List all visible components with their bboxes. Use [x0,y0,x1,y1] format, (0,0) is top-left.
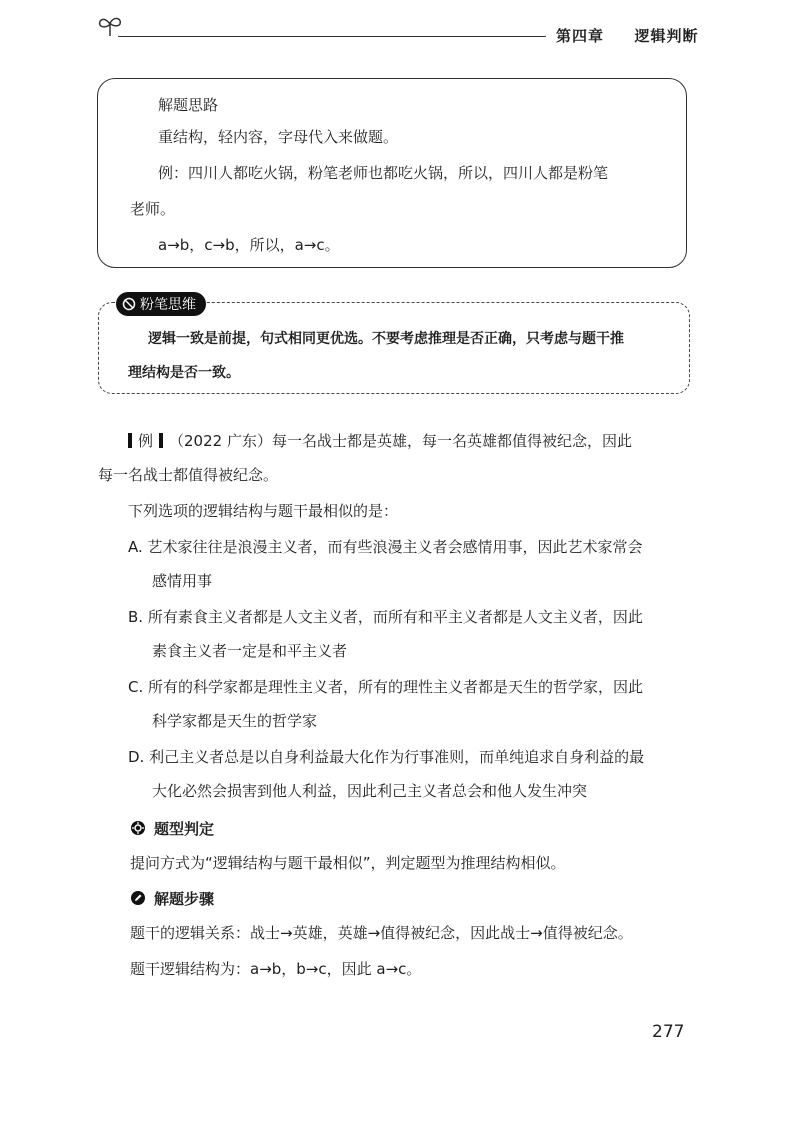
option-d-line1: D. 利己主义者总是以自身利益最大化作为行事准则，而单纯追求自身利益的最 [128,748,645,766]
example-stem-line1: （2022 广东）每一名战士都是英雄，每一名英雄都值得被纪念，因此 [169,432,632,450]
type-judgement-title: 题型判定 [154,820,215,838]
section-label: 逻辑判断 [634,27,699,45]
option-c-line2: 科学家都是天生的哲学家 [152,712,318,730]
steps-line2: 题干逻辑结构为：a→b，b→c，因此 a→c。 [130,960,422,978]
chalk-thinking-badge [116,292,206,316]
solution-box-example-cont: 老师。 [130,200,176,218]
solution-box-formula: a→b，c→b，所以，a→c。 [158,236,340,254]
solution-box-line: 重结构，轻内容，字母代入来做题。 [158,128,399,146]
option-b-line1: B. 所有素食主义者都是人文主义者，而所有和平主义者都是人文主义者，因此 [128,608,643,626]
chapter-label: 第四章 [556,27,605,45]
gear-icon [130,820,146,836]
chalk-thinking-label: 粉笔思维 [140,297,196,313]
sprout-icon [96,14,124,38]
example-stem-line2: 每一名战士都值得被纪念。 [98,466,279,484]
option-d-line2: 大化必然会损害到他人利益，因此利己主义者总会和他人发生冲突 [152,782,588,800]
option-c-line1: C. 所有的科学家都是理性主义者，所有的理性主义者都是天生的哲学家，因此 [128,678,644,696]
no-sign-icon [122,297,136,311]
bracket-bar-right [159,433,163,448]
example-label: 例 [138,432,154,450]
steps-title: 解题步骤 [154,890,215,908]
example-stem [128,430,632,451]
option-b-line2: 素食主义者一定是和平主义者 [152,642,348,660]
type-judgement-text: 提问方式为“逻辑结构与题干最相似”，判定题型为推理结构相似。 [130,854,566,872]
example-question: 下列选项的逻辑结构与题干最相似的是： [128,502,399,520]
pencil-icon [130,890,146,906]
steps-line1: 题干的逻辑关系：战士→英雄，英雄→值得被纪念，因此战士→值得被纪念。 [130,924,633,942]
bracket-bar-left [128,433,132,448]
chalk-thinking-line-cont: 理结构是否一致。 [128,365,240,381]
header-rule [118,36,546,37]
page-number: 277 [652,1022,685,1042]
option-a-line2: 感情用事 [152,572,213,590]
solution-box-title: 解题思路 [158,96,219,114]
option-a-line1: A. 艺术家往往是浪漫主义者，而有些浪漫主义者会感情用事，因此艺术家常会 [128,538,643,556]
solution-box-example: 例：四川人都吃火锅，粉笔老师也都吃火锅，所以，四川人都是粉笔 [158,164,609,182]
chalk-thinking-line: 逻辑一致是前提，句式相同更优选。不要考虑推理是否正确，只考虑与题干推 [148,331,624,347]
running-header [556,25,699,46]
